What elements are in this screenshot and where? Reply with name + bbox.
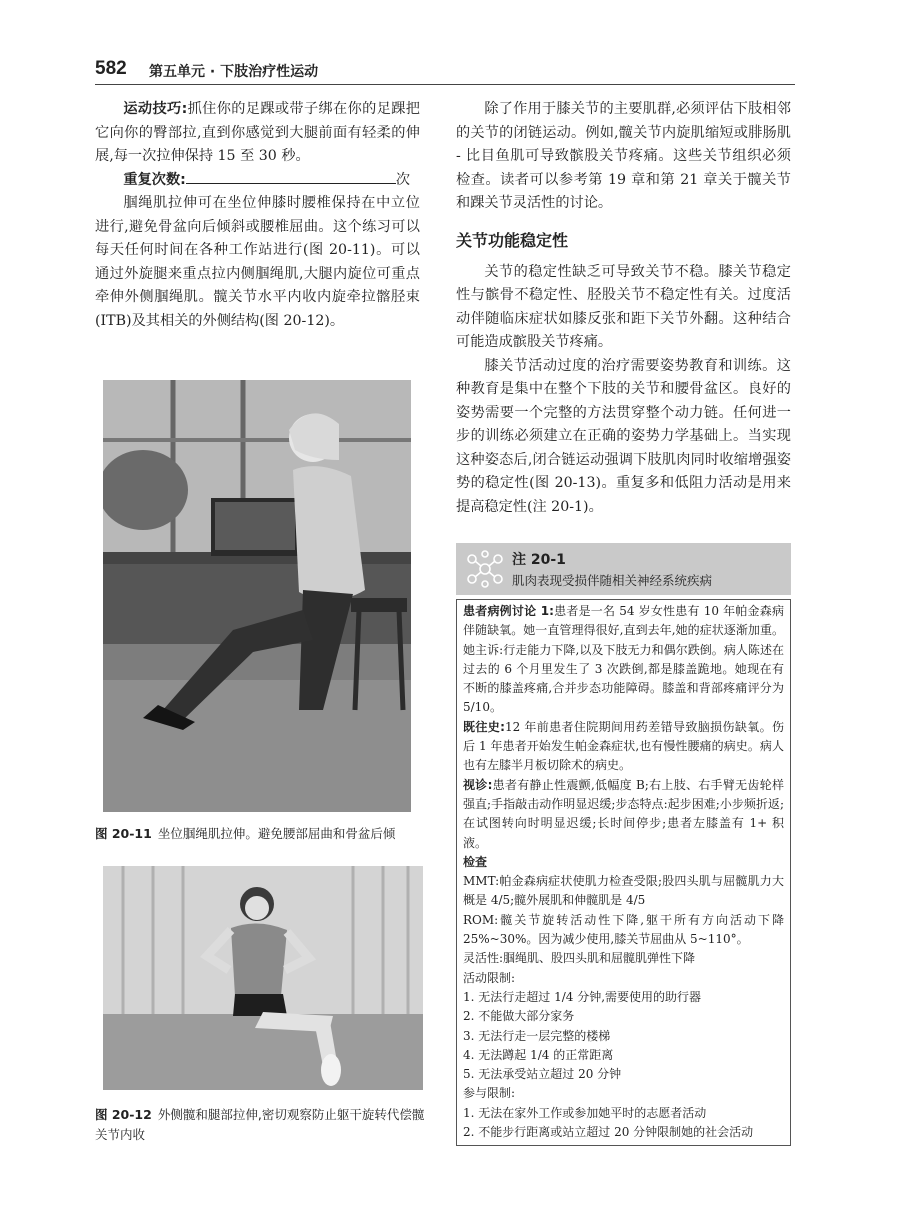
figure-caption-text: 坐位腘绳肌拉伸。避免腰部屈曲和骨盆后倾 (157, 826, 396, 841)
history-paragraph (463, 718, 784, 776)
section-heading: 关节功能稳定性 (456, 230, 569, 250)
exercise-tip-text: 抓住你的足踝或带子绑在你的足踝把它向你的臀部拉,直到你感觉到大腿前面有轻柔的伸展,每一次拉伸保持 15 至 30 秒。 (95, 101, 420, 164)
case-paragraph (463, 602, 784, 718)
case-text: 患者是一名 54 岁女性患有 10 年帕金森病伴随缺氧。她一直管理得很好,直到去年,她的症状逐渐加重。她主诉:行走能力下降,以及下肢无力和偶尔跌倒。病人陈述在过去的 6 个月里发生了 3 次跌倒,都是膝盖跪地。她现在有不断的膝盖疼痛,合并步态功能障碍。膝盖和背部疼痛评分为 5/10。 (463, 604, 784, 715)
molecule-icon (464, 549, 506, 589)
list-item: 4. 无法蹲起 1/4 的正常距离 (463, 1047, 614, 1062)
note-subtitle: 肌肉表现受损伴随相关神经系统疾病 (512, 573, 713, 588)
left-column (95, 98, 420, 333)
activity-label: 活动限制: (463, 970, 516, 985)
running-title: 第五单元 · 下肢治疗性运动 (149, 64, 319, 80)
figure-20-12-photo (103, 866, 423, 1090)
vision-text: 患者有静止性震颤,低幅度 B;右上肢、右手臂无齿轮样强直;手指敲击动作明显迟缓;步态特点:起步困难;小步频折返;在试图转向时明显迟缓;长时间停步;患者左膝盖有 1+ 积液。 (463, 777, 784, 850)
note-title: 注 20-1 (512, 552, 566, 568)
list-item: 1. 无法在家外工作或参加她平时的志愿者活动 (463, 1105, 707, 1120)
list-item: 1. 无法行走超过 1/4 分钟,需要使用的助行器 (463, 989, 702, 1004)
closed-chain-paragraph: 除了作用于膝关节的主要肌群,必须评估下肢相邻的关节的闭链运动。例如,髋关节内旋肌缩短或腓肠肌 - 比目鱼肌可导致髌股关节疼痛。这些关节组织必须检查。读者可以参考第 19 章和第 21 章关于髋关节和踝关节灵活性的讨论。 (456, 101, 791, 211)
right-column (456, 98, 791, 519)
repetitions-blank (186, 169, 396, 184)
vision-label: 视诊: (463, 777, 493, 792)
list-item: 5. 无法承受站立超过 20 分钟 (463, 1067, 622, 1082)
note-box (456, 543, 791, 1146)
participation-label: 参与限制: (463, 1086, 516, 1101)
vision-paragraph (463, 776, 784, 853)
figure-20-11-photo (103, 380, 411, 812)
page-header (95, 58, 795, 85)
list-item: 2. 不能步行距离或站立超过 20 分钟限制她的社会活动 (463, 1125, 754, 1140)
flexibility-line: 灵活性:腘绳肌、股四头肌和屈髋肌弹性下降 (463, 951, 696, 966)
exam-label: 检查 (463, 854, 488, 869)
history-label: 既往史: (463, 719, 505, 734)
rom-line: ROM:髋关节旋转活动性下降,躯干所有方向活动下降 25%~30%。因为减少使用,膝关节屈曲从 5~110°。 (463, 912, 784, 947)
mmt-line: MMT:帕金森病症状使肌力检查受限;股四头肌与屈髋肌力大概是 4/5;髋外展肌和伸髋肌是 4/5 (463, 874, 784, 908)
case-label: 患者病例讨论 1: (463, 604, 554, 618)
figure-label: 图 20-11 (95, 826, 152, 841)
exercise-tip-paragraph (95, 98, 420, 169)
figure-20-12-caption (95, 1105, 425, 1145)
repetitions-suffix: 次 (395, 171, 411, 188)
hypermobility-paragraph: 膝关节活动过度的治疗需要姿势教育和训练。这种教育是集中在整个下肢的关节和腰骨盆区。良好的姿势需要一个完整的方法贯穿整个动力链。任何进一步的训练必须建立在正确的姿势力学基础上。当实现这种姿态后,闭合链运动强调下肢肌肉同时收缩增强姿势的稳定性(图 20-13)。重复多和低阻力活动是用来提高稳定性(注 20-1)。 (456, 357, 791, 515)
hamstring-paragraph: 腘绳肌拉伸可在坐位伸膝时腰椎保持在中立位进行,避免骨盆向后倾斜或腰椎屈曲。这个练习可以每天任何时间在各种工作站进行(图 20-11)。可以通过外旋腿来重点拉内侧腘绳肌,大腿内旋位可重点牵伸外侧腘绳肌。髋关节水平内收内旋牵拉髂胫束(ITB)及其相关的外侧结构(图 20-12)。 (95, 195, 420, 329)
stability-paragraph: 关节的稳定性缺乏可导致关节不稳。膝关节稳定性与髌骨不稳定性、胫股关节不稳定性有关。过度活动伴随临床症状如膝反张和距下关节外翻。这种结合可能造成髌股关节疼痛。 (456, 263, 791, 350)
list-item: 3. 无法行走一层完整的楼梯 (463, 1028, 611, 1043)
page-number: 582 (95, 58, 127, 79)
exercise-tip-label: 运动技巧: (123, 101, 188, 117)
note-body (456, 599, 791, 1146)
list-item: 2. 不能做大部分家务 (463, 1009, 575, 1024)
repetitions-label: 重复次数: (123, 171, 186, 188)
note-header (456, 543, 791, 595)
history-text: 12 年前患者住院期间用药差错导致脑损伤缺氧。伤后 1 年患者开始发生帕金森症状,也有慢性腰痛的病史。病人也有左膝半月板切除术的病史。 (463, 719, 784, 773)
figure-caption-text: 外侧髋和腿部拉伸,密切观察防止躯干旋转代偿髋关节内收 (95, 1107, 425, 1142)
repetitions-line (95, 169, 420, 193)
figure-label: 图 20-12 (95, 1107, 152, 1122)
figure-20-11-caption (95, 824, 425, 844)
